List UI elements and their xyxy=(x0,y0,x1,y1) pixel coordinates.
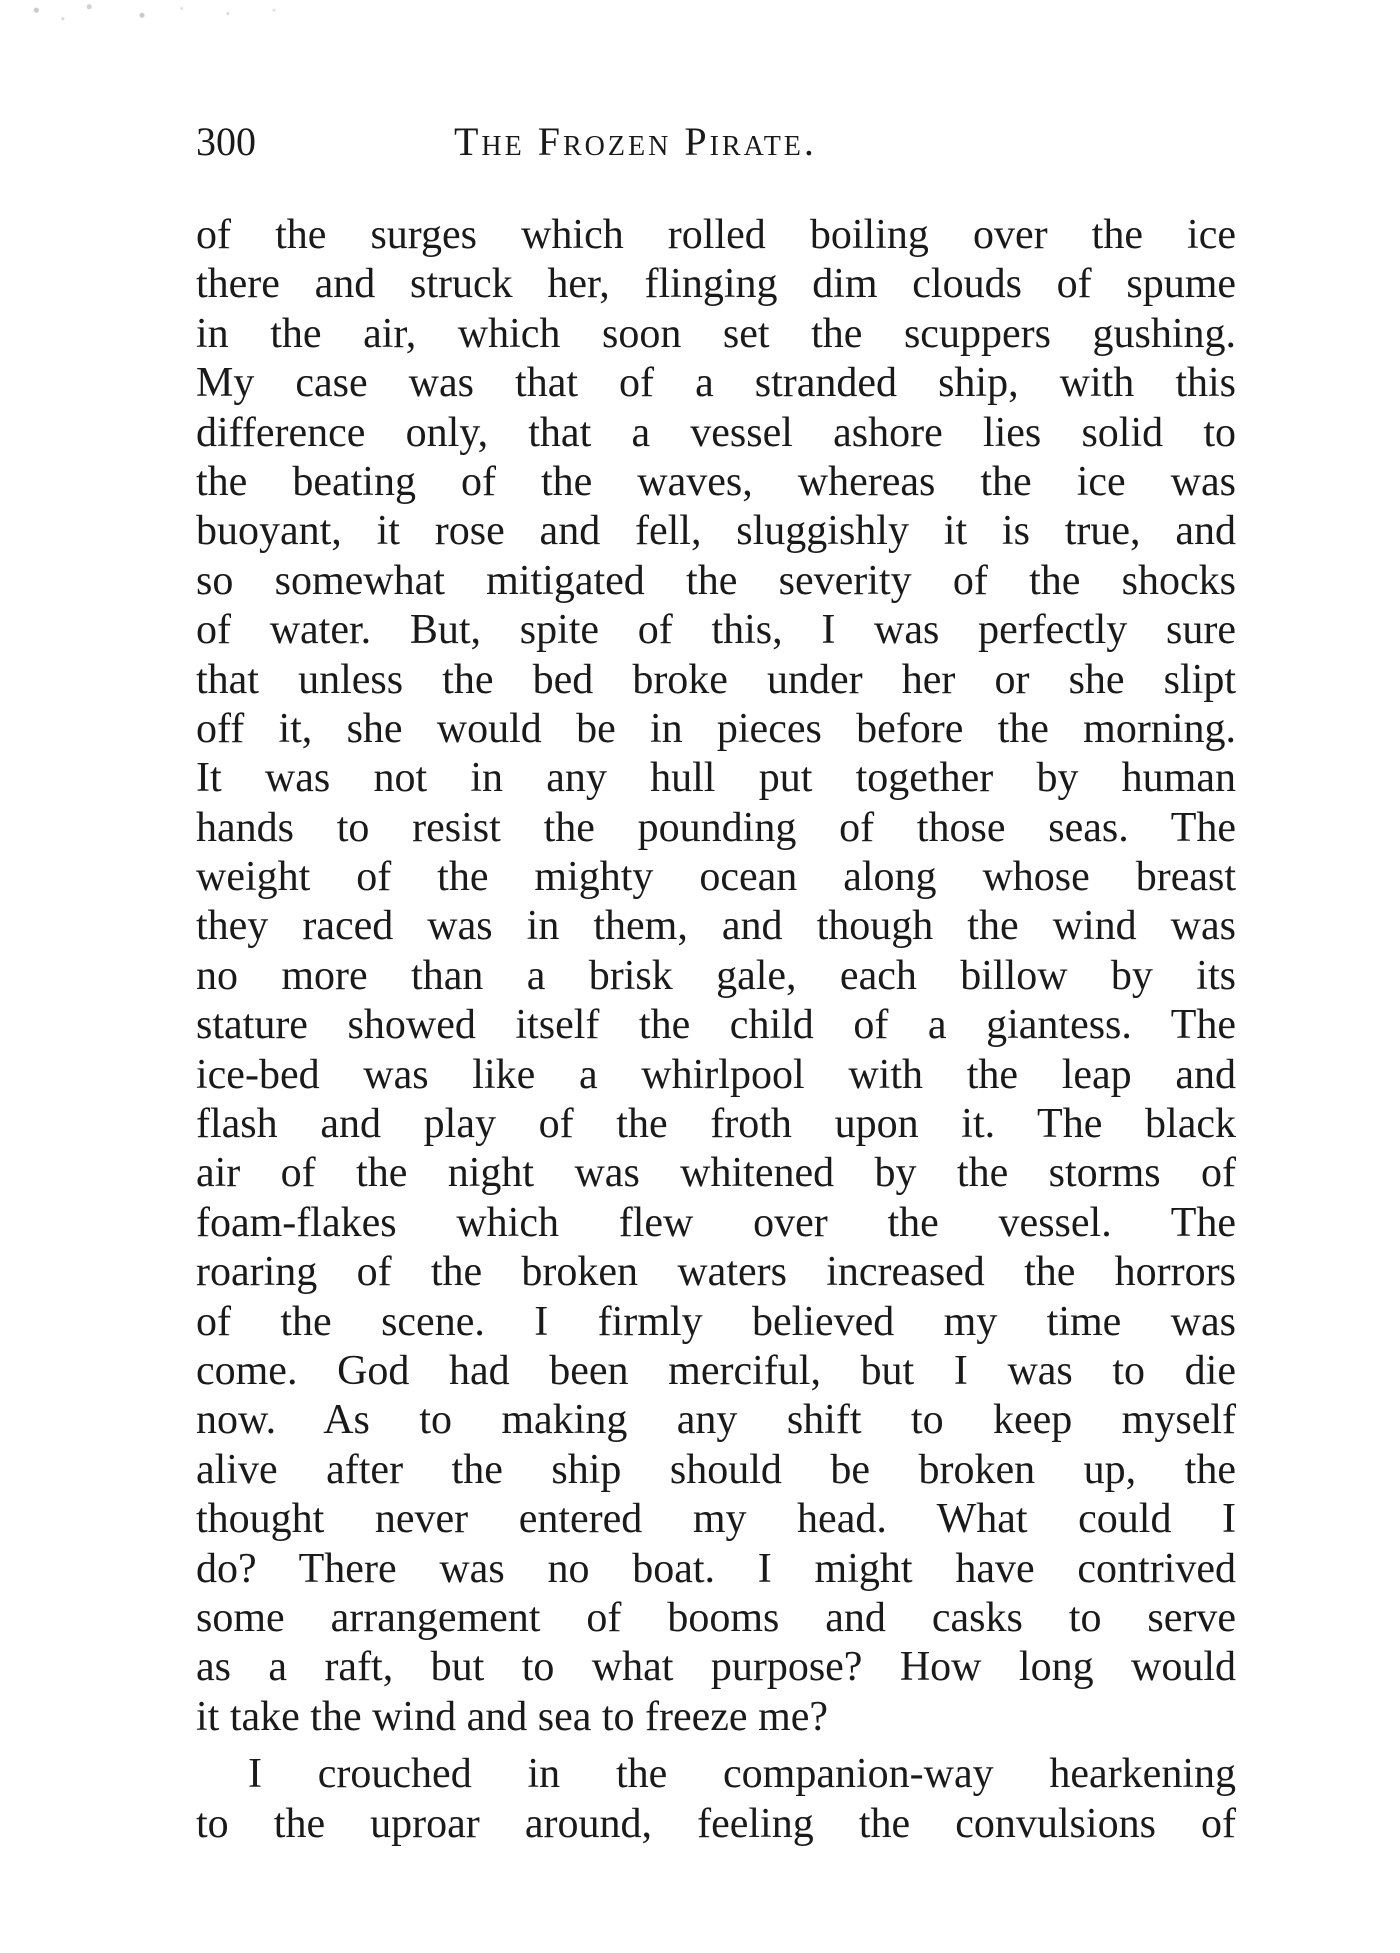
text-line: some arrangement of booms and casks to serve xyxy=(196,1594,1236,1641)
text-line: in the air, which soon set the scuppers gushing. xyxy=(196,310,1236,357)
text-line: the beating of the waves, whereas the ice was xyxy=(196,458,1236,505)
paragraph-gap xyxy=(196,1742,1236,1750)
text-line: stature showed itself the child of a giantess. The xyxy=(196,1002,1236,1049)
page-number: 300 xyxy=(196,119,256,164)
text-line: now. As to making any shift to keep myself xyxy=(196,1397,1236,1444)
text-line: air of the night was whitened by the storms of xyxy=(196,1150,1236,1197)
text-line: of the scene. I firmly believed my time was xyxy=(196,1298,1236,1345)
text-line: My case was that of a stranded ship, with this xyxy=(196,360,1236,407)
text-line: do? There was no boat. I might have contrived xyxy=(196,1545,1236,1592)
text-line: ice-bed was like a whirlpool with the leap and xyxy=(196,1051,1236,1098)
text-line: I crouched in the companion-way hearkening xyxy=(248,1751,1236,1798)
text-line: weight of the mighty ocean along whose breast xyxy=(196,854,1236,901)
page-header xyxy=(196,118,1236,178)
text-line: foam-flakes which flew over the vessel. The xyxy=(196,1199,1236,1246)
text-line: of water. But, spite of this, I was perfectly sure xyxy=(196,607,1236,654)
text-line: so somewhat mitigated the severity of the shocks xyxy=(196,557,1236,604)
running-title: The Frozen Pirate. xyxy=(454,119,817,164)
text-line: it take the wind and sea to freeze me? xyxy=(196,1693,829,1740)
text-line: off it, she would be in pieces before the morning. xyxy=(196,705,1236,752)
text-line: no more than a brisk gale, each billow by its xyxy=(196,952,1236,999)
text-line: flash and play of the froth upon it. The black xyxy=(196,1101,1236,1148)
text-line: difference only, that a vessel ashore lies solid to xyxy=(196,409,1236,456)
text-line: alive after the ship should be broken up, the xyxy=(196,1446,1236,1493)
text-line: of the surges which rolled boiling over the ice xyxy=(196,212,1236,258)
text-line: thought never entered my head. What could I xyxy=(196,1496,1236,1543)
text-line: roaring of the broken waters increased the horrors xyxy=(196,1249,1236,1296)
scan-artifact xyxy=(10,0,340,34)
text-line: It was not in any hull put together by human xyxy=(196,755,1236,802)
text-line: that unless the bed broke under her or she slipt xyxy=(196,656,1236,703)
paragraph xyxy=(196,1750,1236,1849)
text-line: they raced was in them, and though the wind was xyxy=(196,903,1236,950)
text-line: buoyant, it rose and fell, sluggishly it is true, and xyxy=(196,508,1236,555)
text-line: come. God had been merciful, but I was to die xyxy=(196,1347,1236,1394)
text-line: to the uproar around, feeling the convulsions of xyxy=(196,1800,1236,1847)
text-line: hands to resist the pounding of those seas. The xyxy=(196,804,1236,851)
text-line: as a raft, but to what purpose? How long would xyxy=(196,1644,1236,1691)
text-line: there and struck her, flinging dim clouds of spume xyxy=(196,261,1236,308)
paragraph xyxy=(196,211,1236,1742)
body-text xyxy=(196,211,1236,1849)
